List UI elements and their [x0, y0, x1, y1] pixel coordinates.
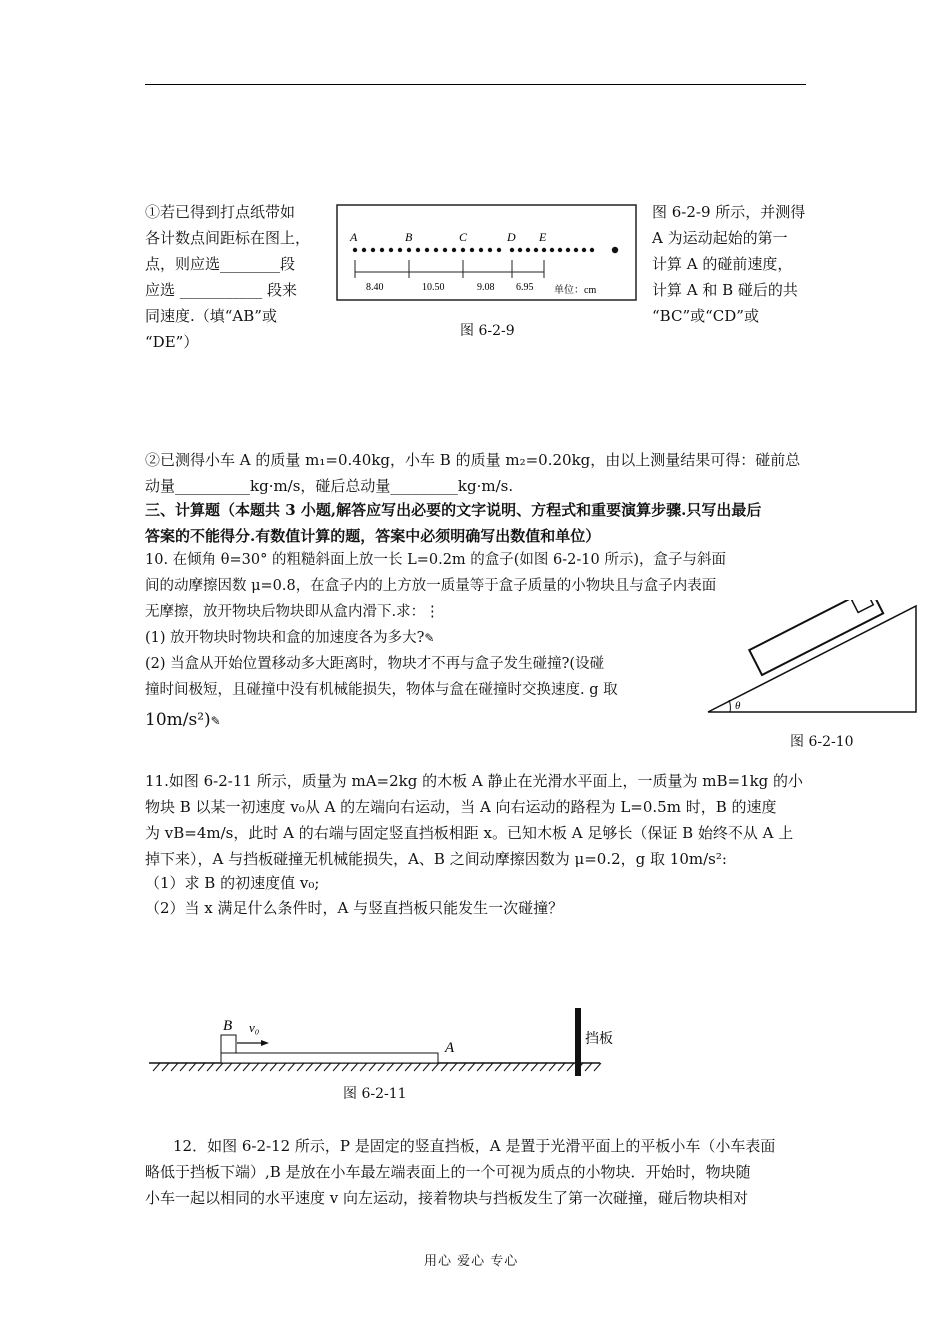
hatch-line	[279, 1063, 286, 1071]
q11-text	[145, 768, 803, 922]
arrow-head-icon	[261, 1040, 269, 1046]
tape-dot	[510, 248, 514, 252]
hatch-line	[216, 1063, 223, 1071]
section3-line2: 答案的不能得分.有数值计算的题，答案中必须明确写出数值和单位）	[145, 527, 601, 545]
tape-dot	[425, 248, 429, 252]
hatch-line	[432, 1063, 439, 1071]
angle-arc	[729, 700, 730, 712]
hatch-line	[369, 1063, 376, 1071]
section3-heading	[145, 497, 761, 549]
label-point-d: D	[507, 230, 516, 244]
q9-right-text	[652, 199, 805, 329]
q10-line: 撞时间极短，且碰撞中没有机械能损失，物体与盒在碰撞时交换速度. g 取	[145, 682, 618, 698]
tape-dot	[443, 248, 447, 252]
q10-line: 10. 在倾角 θ=30° 的粗糙斜面上放一长 L=0.2m 的盒子(如图 6-2-10 所示)，盒子与斜面	[145, 552, 727, 568]
tape-dot	[362, 248, 366, 252]
hatch-line	[270, 1063, 277, 1071]
q10-tail: 10m/s²)	[145, 710, 211, 730]
hatch-line	[513, 1063, 520, 1071]
q9-part2	[145, 447, 800, 499]
fig6211-caption: 图 6-2-11	[343, 1086, 407, 1102]
tape-dot	[479, 248, 483, 252]
board-a	[221, 1053, 438, 1063]
segment-de: 6.95	[516, 282, 534, 293]
tape-dot	[558, 248, 562, 252]
label-b: B	[223, 1018, 233, 1034]
q10-line	[145, 703, 726, 738]
figure-6-2-11	[145, 1005, 615, 1085]
segment-ab: 8.40	[366, 282, 384, 293]
figure-6-2-10	[702, 600, 922, 720]
q10-mark-icon: ✎	[424, 631, 435, 645]
hatch-line	[297, 1063, 304, 1071]
hatch-line	[531, 1063, 538, 1071]
q9-left-text	[145, 199, 310, 355]
hatch-line	[234, 1063, 241, 1071]
q9-right-line: A 为运动起始的第一	[652, 229, 788, 247]
q11-line: 11.如图 6-2-11 所示，质量为 mA=2kg 的木板 A 静止在光滑水平面上，一质量为 mB=1kg 的小	[145, 772, 804, 790]
hatch-line	[468, 1063, 475, 1071]
tape-dot	[550, 248, 554, 252]
q9-left-line: “DE”）	[145, 333, 199, 351]
q9-left-line: 点，则应选________段	[145, 255, 296, 273]
tape-dot	[526, 248, 530, 252]
tape-dot	[612, 247, 618, 253]
q12-line: 12．如图 6-2-12 所示，P 是固定的竖直挡板，A 是置于光滑平面上的平板小车（小车表面	[173, 1137, 776, 1155]
hatch-line	[504, 1063, 511, 1071]
q11-line: 为 vB=4m/s，此时 A 的右端与固定竖直挡板相距 x。已知木板 A 足够长（保证 B 始终不从 A 上	[145, 824, 794, 842]
label-a: A	[445, 1040, 455, 1056]
page-footer: 用心 爱心 专心	[424, 1254, 519, 1269]
fig629-caption: 图 6-2-9	[460, 323, 515, 339]
q10-text	[145, 547, 726, 738]
q11-line: 物块 B 以某一初速度 v₀从 A 的左端向右运动，当 A 向右运动的路程为 L=0.5m 时，B 的速度	[145, 798, 777, 816]
tape-dot	[380, 248, 384, 252]
block-b	[221, 1035, 236, 1053]
q9-left-line: ①若已得到打点纸带如	[145, 203, 296, 221]
label-point-a: A	[350, 230, 358, 244]
tape-dots	[353, 247, 618, 253]
hatch-line	[450, 1063, 457, 1071]
box	[749, 600, 883, 675]
hatch-line	[288, 1063, 295, 1071]
tape-dot	[398, 248, 402, 252]
hatch-line	[414, 1063, 421, 1071]
label-point-e: E	[539, 230, 547, 244]
tape-dot	[590, 248, 594, 252]
hatch-line	[315, 1063, 322, 1071]
hatch-line	[558, 1063, 565, 1071]
q10-line	[145, 625, 726, 651]
figure-6-2-9	[336, 204, 638, 304]
q10-mark-icon: ✎	[210, 714, 221, 728]
hatch-line	[243, 1063, 250, 1071]
q12-text	[145, 1133, 775, 1211]
hatch-line	[567, 1063, 574, 1071]
tape-dot	[574, 248, 578, 252]
label-point-c: C	[459, 230, 468, 244]
hatch-line	[225, 1063, 232, 1071]
tape-dot	[534, 248, 538, 252]
hatch-line	[189, 1063, 196, 1071]
section3-line1: 三、计算题（本题共 3 小题,解答应写出必要的文字说明、方程式和重要演算步骤.只写出最后	[145, 501, 762, 519]
q11-line: （1）求 B 的初速度值 v₀;	[145, 874, 320, 892]
ground-hatch	[153, 1063, 601, 1071]
q9-left-line: 同速度.（填“AB”或	[145, 307, 277, 325]
q9-right-line: 计算 A 的碰前速度，	[652, 255, 793, 273]
hatch-line	[207, 1063, 214, 1071]
hatch-line	[198, 1063, 205, 1071]
tape-dot	[353, 248, 357, 252]
tape-dot	[566, 248, 570, 252]
q10-sub1: (1) 放开物块时物块和盒的加速度各为多大?	[145, 630, 425, 646]
tape-dot	[461, 248, 465, 252]
tape-dot	[518, 248, 522, 252]
q9-right-line: “BC”或“CD”或	[652, 307, 759, 325]
hatch-line	[378, 1063, 385, 1071]
tape-dot	[488, 248, 492, 252]
q10-line: (2) 当盒从开始位置移动多大距离时，物块才不再与盒子发生碰撞?(设碰	[145, 656, 605, 672]
fig6210-caption: 图 6-2-10	[790, 734, 854, 750]
header-rule	[145, 84, 806, 85]
tape-dot	[497, 248, 501, 252]
hatch-line	[261, 1063, 268, 1071]
hatch-line	[594, 1063, 601, 1071]
hatch-line	[495, 1063, 502, 1071]
hatch-line	[522, 1063, 529, 1071]
hatch-line	[423, 1063, 430, 1071]
hatch-line	[486, 1063, 493, 1071]
hatch-line	[342, 1063, 349, 1071]
hatch-line	[333, 1063, 340, 1071]
segment-bc: 10.50	[422, 282, 445, 293]
tape-dot	[542, 248, 546, 252]
tape-dot	[452, 248, 456, 252]
hatch-line	[387, 1063, 394, 1071]
label-v0: v₀	[249, 1020, 260, 1035]
segment-cd: 9.08	[477, 282, 495, 293]
tape-dot	[371, 248, 375, 252]
angle-label: θ	[735, 700, 741, 712]
hatch-line	[540, 1063, 547, 1071]
q12-line: 小车一起以相同的水平速度 v 向左运动，接着物块与挡板发生了第一次碰撞，碰后物块相对	[145, 1189, 749, 1207]
label-point-b: B	[405, 230, 413, 244]
hatch-line	[162, 1063, 169, 1071]
hatch-line	[324, 1063, 331, 1071]
q9-part2-line1: ②已测得小车 A 的质量 m₁=0.40kg，小车 B 的质量 m₂=0.20kg，由以上测量结果可得：碰前总	[145, 451, 801, 469]
label-wall: 挡板	[585, 1032, 613, 1047]
tape-dot	[389, 248, 393, 252]
hatch-line	[396, 1063, 403, 1071]
hatch-line	[351, 1063, 358, 1071]
q10-line: 间的动摩擦因数 μ=0.8，在盒子内的上方放一质量等于盒子质量的小物块且与盒子内表面	[145, 578, 717, 594]
q12-line: 略低于挡板下端）,B 是放在小车最左端表面上的一个可视为质点的小物块．开始时，物块随	[145, 1163, 751, 1181]
hatch-line	[477, 1063, 484, 1071]
q11-line: （2）当 x 满足什么条件时，A 与竖直挡板只能发生一次碰撞？	[145, 899, 564, 917]
hatch-line	[360, 1063, 367, 1071]
hatch-line	[180, 1063, 187, 1071]
tape-dot	[582, 248, 586, 252]
hatch-line	[441, 1063, 448, 1071]
q9-right-line: 计算 A 和 B 碰后的共	[652, 281, 798, 299]
q11-line: 掉下来），A 与挡板碰撞无机械能损失，A、B 之间动摩擦因数为 μ=0.2，g 取 10m/s²:	[145, 850, 727, 868]
hatch-line	[171, 1063, 178, 1071]
q9-left-line: 各计数点间距标在图上，	[145, 229, 311, 247]
tape-dot	[407, 248, 411, 252]
hatch-line	[252, 1063, 259, 1071]
q9-part2-line2: 动量__________kg·m/s，碰后总动量_________kg·m/s.	[145, 477, 514, 495]
q9-left-line: 应选 ___________ 段来	[145, 281, 298, 299]
hatch-line	[549, 1063, 556, 1071]
tape-dot	[470, 248, 474, 252]
hatch-line	[585, 1063, 592, 1071]
tape-dot	[434, 248, 438, 252]
tape-dot	[416, 248, 420, 252]
hatch-line	[153, 1063, 160, 1071]
q9-right-line: 图 6-2-9 所示，并测得	[652, 203, 806, 221]
wall	[575, 1008, 581, 1076]
unit-label: 单位：cm	[554, 285, 597, 296]
hatch-line	[459, 1063, 466, 1071]
box-group	[749, 600, 883, 675]
hatch-line	[405, 1063, 412, 1071]
q10-line: 无摩擦，放开物块后物块即从盒内滑下.求：⋮	[145, 604, 440, 620]
hatch-line	[306, 1063, 313, 1071]
